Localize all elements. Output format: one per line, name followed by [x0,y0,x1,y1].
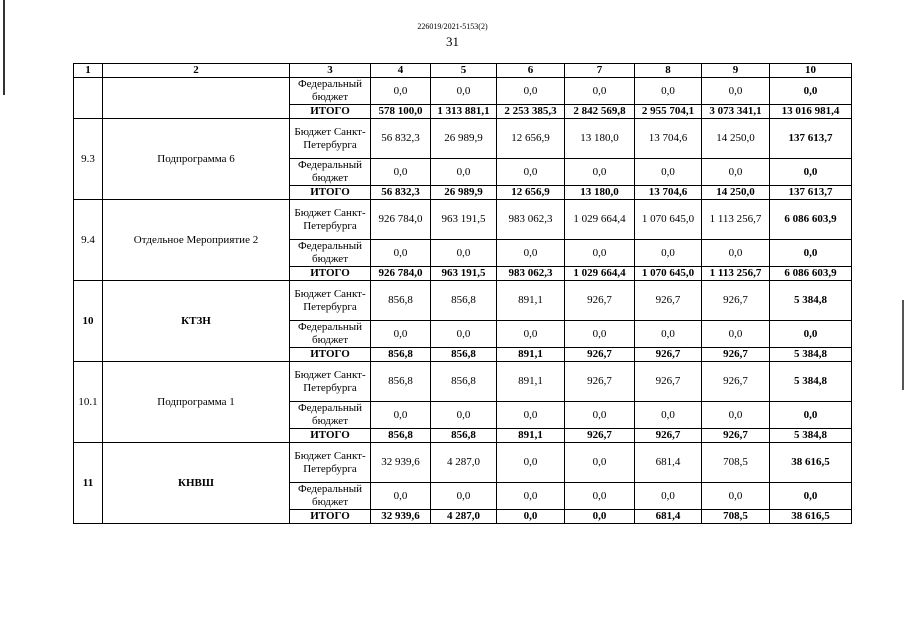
value-cell: 0,0 [371,402,431,429]
value-cell: 0,0 [497,510,565,524]
value-cell: 0,0 [635,240,702,267]
value-cell: 0,0 [702,78,770,105]
value-cell: 0,0 [565,321,635,348]
row-number: 10 [74,281,103,362]
value-cell: 2 842 569,8 [565,105,635,119]
value-cell: 0,0 [497,321,565,348]
value-cell: 1 313 881,1 [431,105,497,119]
value-cell: 26 989,9 [431,119,497,159]
value-cell: 0,0 [371,159,431,186]
column-header: 10 [770,64,852,78]
value-cell: 0,0 [702,402,770,429]
funding-source: Бюджет Санкт-Петербурга [290,362,371,402]
value-cell: 26 989,9 [431,186,497,200]
value-cell: 0,0 [565,78,635,105]
header-row [74,64,852,78]
value-cell: 926,7 [565,281,635,321]
column-header: 9 [702,64,770,78]
budget-table [73,63,852,524]
value-cell: 0,0 [565,240,635,267]
value-cell: 137 613,7 [770,119,852,159]
value-cell: 0,0 [565,443,635,483]
value-cell: 963 191,5 [431,200,497,240]
value-cell: 5 384,8 [770,281,852,321]
value-cell: 14 250,0 [702,119,770,159]
value-cell: 926,7 [635,362,702,402]
funding-source: Федеральный бюджет [290,159,371,186]
value-cell: 13 704,6 [635,186,702,200]
column-header: 5 [431,64,497,78]
value-cell: 0,0 [635,402,702,429]
value-cell: 0,0 [431,159,497,186]
value-cell: 4 287,0 [431,510,497,524]
value-cell: 0,0 [497,240,565,267]
table-row [74,281,852,321]
value-cell: 0,0 [565,402,635,429]
row-number [74,78,103,119]
value-cell: 0,0 [497,443,565,483]
value-cell: 0,0 [431,402,497,429]
value-cell: 578 100,0 [371,105,431,119]
value-cell: 856,8 [371,429,431,443]
value-cell: 983 062,3 [497,267,565,281]
value-cell: 926 784,0 [371,267,431,281]
value-cell: 1 070 645,0 [635,267,702,281]
value-cell: 13 180,0 [565,119,635,159]
table-row [74,78,852,105]
funding-source: ИТОГО [290,267,371,281]
value-cell: 926,7 [565,348,635,362]
value-cell: 13 180,0 [565,186,635,200]
value-cell: 1 113 256,7 [702,200,770,240]
row-number: 10.1 [74,362,103,443]
value-cell: 1 029 664,4 [565,200,635,240]
value-cell: 2 253 385,3 [497,105,565,119]
row-number: 11 [74,443,103,524]
value-cell: 0,0 [702,483,770,510]
funding-source: Федеральный бюджет [290,321,371,348]
value-cell: 4 287,0 [431,443,497,483]
value-cell: 0,0 [635,483,702,510]
funding-source: Федеральный бюджет [290,78,371,105]
value-cell: 6 086 603,9 [770,200,852,240]
value-cell: 5 384,8 [770,348,852,362]
value-cell: 926,7 [635,281,702,321]
value-cell: 38 616,5 [770,510,852,524]
value-cell: 926,7 [702,362,770,402]
table-row [74,200,852,240]
funding-source: Федеральный бюджет [290,240,371,267]
value-cell: 12 656,9 [497,119,565,159]
value-cell: 32 939,6 [371,510,431,524]
budget-table-body [74,64,852,524]
value-cell: 3 073 341,1 [702,105,770,119]
value-cell: 0,0 [565,510,635,524]
value-cell: 926 784,0 [371,200,431,240]
value-cell: 0,0 [702,240,770,267]
value-cell: 1 113 256,7 [702,267,770,281]
value-cell: 0,0 [635,159,702,186]
funding-source: ИТОГО [290,348,371,362]
value-cell: 32 939,6 [371,443,431,483]
value-cell: 1 029 664,4 [565,267,635,281]
value-cell: 13 704,6 [635,119,702,159]
program-name: Отдельное Мероприятие 2 [103,200,290,281]
value-cell: 891,1 [497,362,565,402]
scan-edge-right [902,300,904,390]
table-row [74,443,852,483]
program-name: Подпрограмма 6 [103,119,290,200]
value-cell: 926,7 [702,348,770,362]
column-header: 3 [290,64,371,78]
value-cell: 0,0 [565,483,635,510]
funding-source: Бюджет Санкт-Петербурга [290,119,371,159]
column-header: 7 [565,64,635,78]
value-cell: 891,1 [497,429,565,443]
funding-source: Бюджет Санкт-Петербурга [290,281,371,321]
funding-source: Федеральный бюджет [290,402,371,429]
value-cell: 0,0 [770,402,852,429]
value-cell: 926,7 [702,281,770,321]
value-cell: 856,8 [431,362,497,402]
value-cell: 0,0 [431,321,497,348]
value-cell: 856,8 [431,348,497,362]
funding-source: Бюджет Санкт-Петербурга [290,443,371,483]
value-cell: 0,0 [770,483,852,510]
funding-source: ИТОГО [290,105,371,119]
value-cell: 56 832,3 [371,119,431,159]
value-cell: 0,0 [371,78,431,105]
funding-source: ИТОГО [290,186,371,200]
value-cell: 14 250,0 [702,186,770,200]
program-name: КНВШ [103,443,290,524]
funding-source: ИТОГО [290,510,371,524]
value-cell: 2 955 704,1 [635,105,702,119]
program-name: КТЗН [103,281,290,362]
value-cell: 12 656,9 [497,186,565,200]
value-cell: 891,1 [497,348,565,362]
value-cell: 856,8 [371,348,431,362]
program-name [103,78,290,119]
value-cell: 0,0 [431,240,497,267]
value-cell: 0,0 [431,483,497,510]
row-number: 9.4 [74,200,103,281]
value-cell: 926,7 [635,429,702,443]
value-cell: 0,0 [770,240,852,267]
value-cell: 891,1 [497,281,565,321]
value-cell: 856,8 [371,362,431,402]
value-cell: 5 384,8 [770,362,852,402]
value-cell: 0,0 [565,159,635,186]
column-header: 1 [74,64,103,78]
page-number: 31 [446,34,459,49]
column-header: 4 [371,64,431,78]
value-cell: 926,7 [635,348,702,362]
column-header: 2 [103,64,290,78]
value-cell: 137 613,7 [770,186,852,200]
value-cell: 708,5 [702,510,770,524]
funding-source: Федеральный бюджет [290,483,371,510]
value-cell: 13 016 981,4 [770,105,852,119]
value-cell: 0,0 [702,321,770,348]
value-cell: 708,5 [702,443,770,483]
value-cell: 926,7 [702,429,770,443]
column-header: 6 [497,64,565,78]
value-cell: 0,0 [702,159,770,186]
value-cell: 963 191,5 [431,267,497,281]
value-cell: 0,0 [431,78,497,105]
value-cell: 6 086 603,9 [770,267,852,281]
value-cell: 5 384,8 [770,429,852,443]
funding-source: Бюджет Санкт-Петербурга [290,200,371,240]
value-cell: 0,0 [371,240,431,267]
document-id: 226019/2021-5153(2) [417,22,488,31]
value-cell: 926,7 [565,429,635,443]
value-cell: 983 062,3 [497,200,565,240]
value-cell: 0,0 [371,483,431,510]
value-cell: 856,8 [371,281,431,321]
value-cell: 0,0 [770,321,852,348]
value-cell: 0,0 [497,402,565,429]
value-cell: 0,0 [770,159,852,186]
value-cell: 0,0 [497,78,565,105]
value-cell: 926,7 [565,362,635,402]
row-number: 9.3 [74,119,103,200]
value-cell: 0,0 [497,159,565,186]
program-name: Подпрограмма 1 [103,362,290,443]
value-cell: 856,8 [431,429,497,443]
value-cell: 681,4 [635,443,702,483]
table-row [74,119,852,159]
value-cell: 0,0 [635,78,702,105]
value-cell: 0,0 [770,78,852,105]
value-cell: 56 832,3 [371,186,431,200]
table-row [74,362,852,402]
value-cell: 38 616,5 [770,443,852,483]
value-cell: 0,0 [635,321,702,348]
funding-source: ИТОГО [290,429,371,443]
value-cell: 856,8 [431,281,497,321]
value-cell: 1 070 645,0 [635,200,702,240]
value-cell: 0,0 [371,321,431,348]
value-cell: 0,0 [497,483,565,510]
value-cell: 681,4 [635,510,702,524]
column-header: 8 [635,64,702,78]
